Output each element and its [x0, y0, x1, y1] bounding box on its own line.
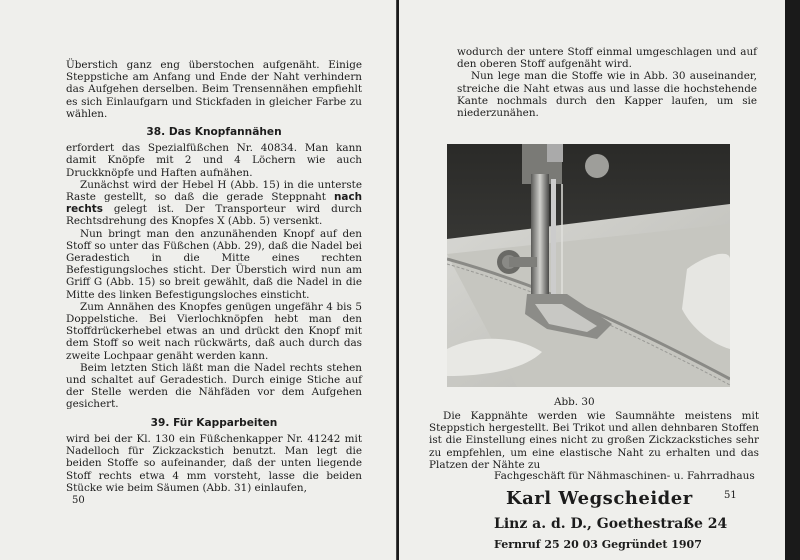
paragraph: Überstich ganz eng überstochen aufgenäht. Einige Steppstiche am Anfang und Ende der Naht verhindern das Aufgehen derselben. Beim Trensennähen empfiehlt es sich Einlaufgarn und Stickfaden in gleicher Farbe zu wählen. — [66, 59, 362, 120]
bold-phrase: nach rechts — [66, 191, 362, 216]
paragraph: Beim letzten Stich läßt man die Nadel rechts stehen und schaltet auf Geradestich. Durch einige Stiche auf der Stelle werden die Nähfäden vor dem Aufgehen gesichert. — [66, 361, 362, 411]
stamp-line-shop: Fachgeschäft für Nähmaschinen- u. Fahrradhaus — [494, 470, 755, 482]
paragraph-part: gelegt ist. Der Transporteur wird durch Rechtsdrehung des Knopfes X (Abb. 5) versenkt. — [66, 203, 362, 228]
section-heading-39: 39. Für Kapparbeiten — [150, 416, 278, 429]
left-page — [0, 0, 397, 560]
paragraph: Nun lege man die Stoffe wie in Abb. 30 auseinander, streiche die Naht etwas aus und lasse die hochstehende Kante nochmals durch den Kapper laufen, um sie niederzunähen. — [457, 70, 757, 120]
paragraph: erfordert das Spezialfüßchen Nr. 40834. Man kann damit Knöpfe mit 2 und 4 Löchern wie auch Druckknöpfe und Haften aufnähen. — [66, 142, 362, 179]
stamp-line-name: Karl Wegscheider — [506, 488, 693, 509]
paragraph — [66, 179, 362, 228]
figure-caption: Abb. 30 — [554, 396, 595, 408]
paragraph: Die Kappnähte werden wie Saumnähte meistens mit Steppstich hergestellt. Bei Trikot und allen dehnbaren Stoffen ist die Einstellung eines nicht zu großen Zickzackstiches sehr zu empfehlen, um eine elastische Naht zu erhalten und das Platzen der Nähte zu — [429, 410, 759, 471]
right-page — [399, 0, 785, 560]
sewing-foot-illustration — [447, 144, 730, 387]
page-number-right: 51 — [724, 490, 737, 501]
page-number-left: 50 — [72, 495, 85, 506]
left-column-text — [66, 59, 362, 494]
paragraph: Zum Annähen des Knopfes genügen ungefähr 4 bis 5 Doppelstiche. Bei Vierlochknöpfen hebt man den Stoffdrückerhebel etwas an und drückt den Knopf mit dem Stoff so weit nach rückwärts, daß auch durch das zweite Lochpaar genäht werden kann. — [66, 300, 362, 362]
right-column-bottom-text — [429, 410, 759, 471]
stamp-line-phone: Fernruf 25 20 03 Gegründet 1907 — [494, 538, 702, 551]
paragraph: Nun bringt man den anzunähenden Knopf auf den Stoff so unter das Füßchen (Abb. 29), daß die Nadel bei Geradestich in die Mitte eines rechten Befestigungsloches sticht. Der Überstich wird nun am Griff G (Abb. 15) so breit gewählt, daß die Nadel in die Mitte des linken Befestigungsloches einsticht. — [66, 227, 362, 301]
paragraph-part: Zunächst wird der Hebel H (Abb. 15) in die unterste Raste gestellt, so daß die gerade Steppnaht — [66, 178, 362, 204]
stamp-line-address: Linz a. d. D., Goethestraße 24 — [494, 516, 728, 532]
paragraph: wodurch der untere Stoff einmal umgeschlagen und auf den oberen Stoff aufgenäht wird. — [457, 46, 757, 71]
paragraph: wird bei der Kl. 130 ein Füßchenkapper Nr. 41242 mit Nadelloch für Zickzackstich benutzt. Man legt die beiden Stoffe so aufeinander, daß der unten liegende Stoff rechts etwa 4 mm vorsteht, lasse die beiden Stücke wie beim Säumen (Abb. 31) einlaufen, — [66, 432, 362, 494]
right-column-top-text — [457, 46, 757, 119]
section-heading-38: 38. Das Knopfannähen — [146, 126, 282, 139]
figure-sewing-machine-photo — [447, 144, 730, 387]
